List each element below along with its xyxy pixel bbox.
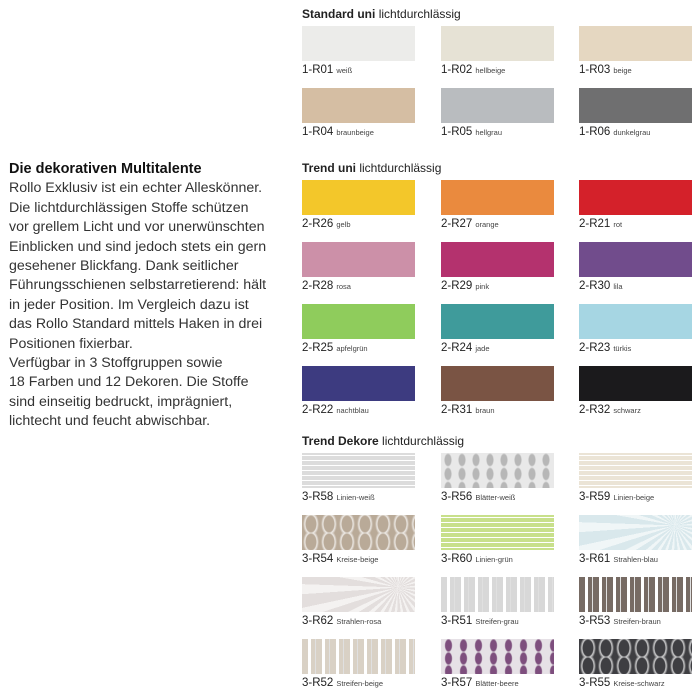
swatch-3-r56 [441, 453, 554, 488]
swatch-1-r01 [302, 26, 415, 61]
swatch-code: 2-R30 [579, 280, 611, 292]
swatch-2-r29 [441, 242, 554, 277]
swatch-name: braun [475, 406, 495, 415]
swatch-label [441, 615, 519, 627]
swatch-label [441, 491, 515, 503]
swatch-code: 3-R60 [441, 553, 473, 565]
swatch-code: 3-R61 [579, 553, 611, 565]
swatch-code: 2-R32 [579, 404, 611, 416]
swatch-code: 2-R22 [302, 404, 334, 416]
swatch-1-r03 [579, 26, 692, 61]
swatch-1-r02 [441, 26, 554, 61]
section-title-standard-uni: Standard uni lichtdurchlässig [302, 7, 461, 21]
swatch-name: orange [475, 220, 499, 229]
swatch-2-r25 [302, 304, 415, 339]
swatch-label [579, 404, 641, 416]
swatch-3-r55 [579, 639, 692, 674]
swatch-code: 3-R58 [302, 491, 334, 503]
swatch-code: 2-R26 [302, 218, 334, 230]
swatch-label [302, 64, 352, 76]
swatch-code: 2-R31 [441, 404, 473, 416]
swatch-name: gelb [336, 220, 351, 229]
swatch-code: 3-R55 [579, 677, 611, 689]
swatch-name: hellbeige [475, 66, 506, 75]
swatch-2-r31 [441, 366, 554, 401]
swatch-3-r53 [579, 577, 692, 612]
swatch-code: 2-R28 [302, 280, 334, 292]
swatch-name: Streifen-braun [613, 617, 661, 626]
swatch-code: 1-R02 [441, 64, 473, 76]
swatch-name: Streifen-beige [336, 679, 384, 688]
swatch-name: apfelgrün [336, 344, 368, 353]
swatch-name: weiß [336, 66, 353, 75]
swatch-1-r04 [302, 88, 415, 123]
swatch-name: Kreise-schwarz [613, 679, 665, 688]
swatch-name: nachtblau [336, 406, 369, 415]
swatch-2-r26 [302, 180, 415, 215]
swatch-label [579, 280, 623, 292]
swatch-1-r05 [441, 88, 554, 123]
swatch-label [302, 553, 378, 565]
swatch-code: 1-R05 [441, 126, 473, 138]
swatch-3-r54 [302, 515, 415, 550]
swatch-label [579, 677, 665, 689]
swatch-code: 3-R62 [302, 615, 334, 627]
swatch-2-r22 [302, 366, 415, 401]
swatch-code: 2-R21 [579, 218, 611, 230]
intro-paragraph-2: Verfügbar in 3 Stoffgruppen sowie 18 Farben und 12 Dekoren. Die Stoffe sind einseitig bedruckt, imprägniert, lichtecht und feucht abwischbar. [9, 355, 249, 430]
swatch-name: dunkelgrau [613, 128, 651, 137]
swatch-name: Strahlen-rosa [336, 617, 382, 626]
swatch-label [579, 342, 631, 354]
swatch-3-r52 [302, 639, 415, 674]
swatch-name: Kreise-beige [336, 555, 379, 564]
intro-heading: Die dekorativen Multitalente [9, 161, 202, 177]
swatch-label [302, 126, 374, 138]
swatch-name: Strahlen-blau [613, 555, 658, 564]
swatch-code: 3-R53 [579, 615, 611, 627]
swatch-code: 1-R03 [579, 64, 611, 76]
swatch-name: Streifen-grau [475, 617, 519, 626]
swatch-label [441, 553, 513, 565]
swatch-name: Blätter-beere [475, 679, 519, 688]
swatch-2-r21 [579, 180, 692, 215]
swatch-name: schwarz [613, 406, 641, 415]
swatch-code: 3-R54 [302, 553, 334, 565]
swatch-3-r51 [441, 577, 554, 612]
swatch-code: 3-R59 [579, 491, 611, 503]
swatch-name: Linien-grün [475, 555, 513, 564]
swatch-name: hellgrau [475, 128, 503, 137]
swatch-3-r58 [302, 453, 415, 488]
swatch-label [302, 280, 351, 292]
swatch-code: 2-R24 [441, 342, 473, 354]
swatch-label [302, 615, 381, 627]
swatch-name: braunbeige [336, 128, 374, 137]
swatch-2-r24 [441, 304, 554, 339]
swatch-code: 2-R23 [579, 342, 611, 354]
swatch-3-r61 [579, 515, 692, 550]
swatch-label [441, 280, 489, 292]
swatch-label [302, 404, 369, 416]
swatch-label [579, 218, 622, 230]
swatch-2-r27 [441, 180, 554, 215]
swatch-2-r32 [579, 366, 692, 401]
swatch-name: lila [613, 282, 623, 291]
swatch-code: 2-R29 [441, 280, 473, 292]
swatch-name: rosa [336, 282, 351, 291]
swatch-name: jade [475, 344, 490, 353]
swatch-1-r06 [579, 88, 692, 123]
intro-paragraph-1: Rollo Exklusiv ist ein echter Alleskönner. Die lichtdurchlässigen Stoffe schützen vor grellem Licht und vor unerwünschten Einblicken und sind jedoch stets ein gern gesehener Blickfang. Dank seitlicher Führungsschienen selbstarretierend: hält in jeder Position. Im Vergleich dazu ist das Rollo Standard mittels Haken in drei Positionen fixierbar. [9, 180, 267, 352]
swatch-2-r28 [302, 242, 415, 277]
swatch-code: 2-R27 [441, 218, 473, 230]
swatch-code: 1-R04 [302, 126, 334, 138]
swatch-label [579, 615, 661, 627]
swatch-label [579, 491, 654, 503]
swatch-3-r60 [441, 515, 554, 550]
swatch-label [441, 404, 495, 416]
swatch-code: 3-R56 [441, 491, 473, 503]
swatch-name: Linien-beige [613, 493, 655, 502]
swatch-label [579, 126, 650, 138]
swatch-label [302, 677, 383, 689]
swatch-label [441, 64, 505, 76]
swatch-code: 3-R51 [441, 615, 473, 627]
swatch-name: türkis [613, 344, 632, 353]
swatch-name: Linien-weiß [336, 493, 375, 502]
swatch-code: 3-R57 [441, 677, 473, 689]
swatch-label [302, 218, 351, 230]
intro-text-block [9, 160, 299, 432]
swatch-2-r23 [579, 304, 692, 339]
swatch-3-r62 [302, 577, 415, 612]
section-title-trend-uni: Trend uni lichtdurchlässig [302, 161, 442, 175]
swatch-label [441, 677, 519, 689]
swatch-3-r59 [579, 453, 692, 488]
swatch-label [441, 342, 490, 354]
swatch-code: 1-R06 [579, 126, 611, 138]
swatch-label [302, 342, 368, 354]
swatch-code: 2-R25 [302, 342, 334, 354]
swatch-label [302, 491, 375, 503]
swatch-name: rot [613, 220, 623, 229]
section-title-trend-dekore: Trend Dekore lichtdurchlässig [302, 434, 465, 448]
swatch-label [441, 126, 502, 138]
swatch-label [579, 553, 658, 565]
swatch-label [441, 218, 499, 230]
swatch-code: 3-R52 [302, 677, 334, 689]
swatch-3-r57 [441, 639, 554, 674]
swatch-name: pink [475, 282, 490, 291]
swatch-2-r30 [579, 242, 692, 277]
swatch-code: 1-R01 [302, 64, 334, 76]
swatch-name: Blätter-weiß [475, 493, 516, 502]
swatch-name: beige [613, 66, 632, 75]
swatch-label [579, 64, 632, 76]
